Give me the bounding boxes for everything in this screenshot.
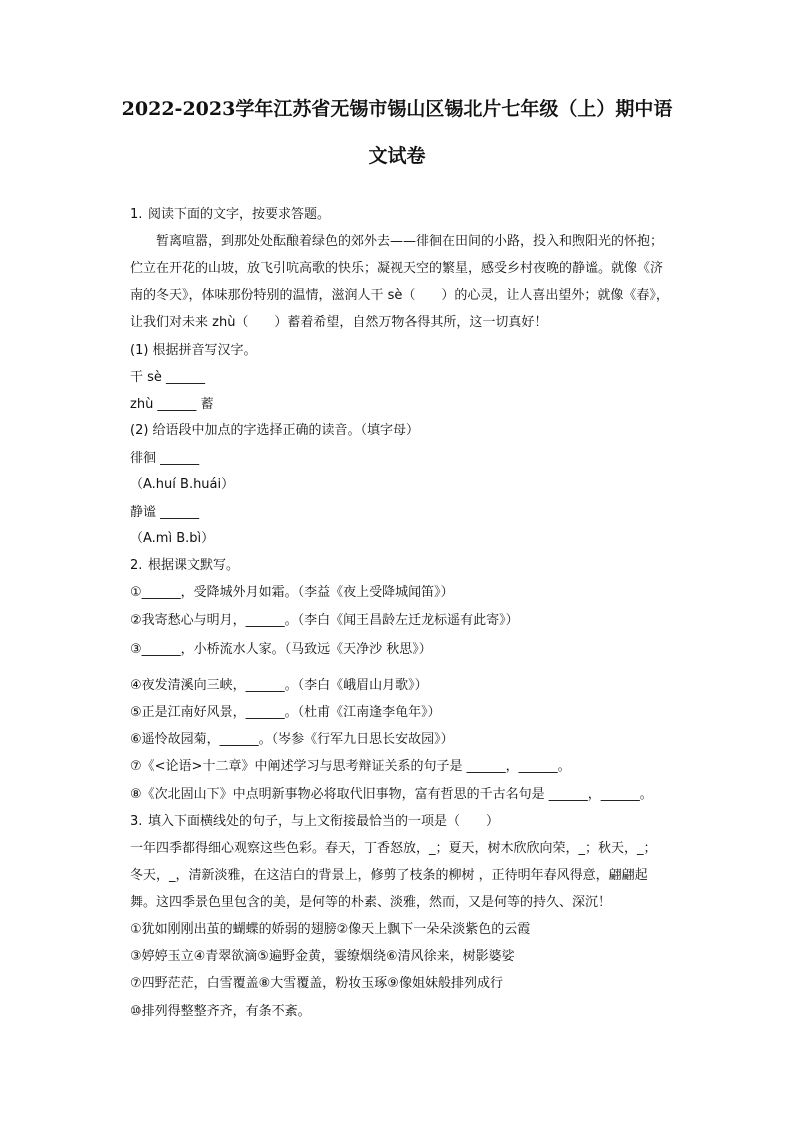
- question-3-prompt: [130, 813, 499, 831]
- exam-title-line-1: 2022-2023学年江苏省无锡市锡山区锡北片七年级（上）期中语: [121, 98, 673, 120]
- question-3-prompt-text: 填入下面横线处的句子，与上文衔接最恰当的一项是（ ）: [148, 814, 500, 829]
- exam-title-line-2: 文试卷: [368, 145, 426, 167]
- recitation-item: ⑥遥怜故园菊，______。（岑参《行军九日思长安故园》）: [130, 732, 454, 747]
- passage-line-4: 让我们对未来 zhù（ ）蓄着希望，自然万物各得其所，这一切真好！: [130, 315, 548, 330]
- recitation-item: ②我寄愁心与明月，______。（李白《闻王昌龄左迁龙标遥有此寄》）: [130, 613, 519, 628]
- question-2-number: 2.: [130, 558, 143, 573]
- question-1-sub-1: (1) 根据拼音写汉字。: [130, 343, 257, 358]
- recitation-item: ⑦《<论语>十二章》中阐述学习与思考辩证关系的句子是 ______，______。: [130, 759, 571, 774]
- question-3-line: 一年四季都得细心观察这些色彩。春天，丁香怒放，_；夏天，树木欣欣向荣，_；秋天，_；: [130, 841, 657, 856]
- recitation-item: ④夜发清溪向三峡，______。（李白《峨眉山月歌》）: [130, 678, 428, 693]
- question-3-number: 3.: [130, 814, 143, 829]
- question-3-line: 舞。这四季景色里包含的美，是何等的朴素、淡雅，然而，又是何等的持久、深沉！: [130, 895, 612, 910]
- question-3-option-line: ①犹如刚刚出茧的蝴蝶的娇弱的翅膀②像天上飘下一朵朵淡紫色的云霞: [130, 922, 531, 937]
- question-3-option-line: ⑩排列得整整齐齐，有条不紊。: [130, 1004, 311, 1019]
- question-1-prompt: [130, 206, 330, 224]
- recitation-item: ①______，受降城外月如霜。（李益《夜上受降城闻笛》）: [130, 585, 454, 600]
- question-3-line: 冬天，_，清新淡雅，在这洁白的背景上，修剪了枝条的柳树 ，正待明年春风得意，翩翩起: [130, 868, 648, 883]
- question-1-sub-2-b: 静谧 ______: [130, 505, 200, 520]
- question-1-sub-2: (2) 给语段中加点的字选择正确的读音。（填字母）: [130, 423, 420, 438]
- question-1-sub-2-a-options: （A.huí B.huái）: [130, 477, 235, 492]
- question-2-prompt-text: 根据课文默写。: [148, 558, 240, 573]
- passage-line-3: 南的冬天》，体味那份特别的温情，滋润人干 sè（ ）的心灵，让人喜出望外；就像《春》，: [130, 288, 669, 303]
- question-3-option-line: ⑦四野茫茫，白雪覆盖⑧大雪覆盖，粉妆玉琢⑨像姐妹般排列成行: [130, 976, 503, 991]
- question-1-sub-1-a: 干 sè ______: [130, 370, 206, 385]
- passage-line-1: 暂离喧嚣，到那处处酝酿着绿色的郊外去——徘徊在田间的小路，投入和煦阳光的怀抱；: [156, 234, 664, 249]
- question-1-sub-2-b-options: （A.mì B.bì）: [130, 531, 215, 546]
- recitation-item: ⑤正是江南好风景，______。（杜甫《江南逢李龟年》）: [130, 705, 441, 720]
- question-1-sub-1-b: zhù ______ 蓄: [130, 397, 214, 412]
- question-1-sub-2-a: 徘徊 ______: [130, 451, 200, 466]
- question-1-number: 1.: [130, 207, 143, 222]
- question-3-option-line: ③婷婷玉立④青翠欲滴⑤遍野金黄，霎缭烟绕⑥清风徐来，树影婆娑: [130, 949, 515, 964]
- question-1-prompt-text: 阅读下面的文字，按要求答题。: [148, 207, 331, 222]
- recitation-item: ⑧《次北固山下》中点明新事物必将取代旧事物，富有哲思的千古名句是 ______，______。: [130, 787, 653, 802]
- question-2-prompt: [130, 557, 239, 575]
- recitation-item: ③______，小桥流水人家。（马致远《天净沙 秋思》）: [130, 642, 432, 657]
- passage-line-2: 伫立在开花的山坡，放飞引吭高歌的快乐；凝视天空的繁星，感受乡村夜晚的静谧。就像《济: [130, 261, 664, 276]
